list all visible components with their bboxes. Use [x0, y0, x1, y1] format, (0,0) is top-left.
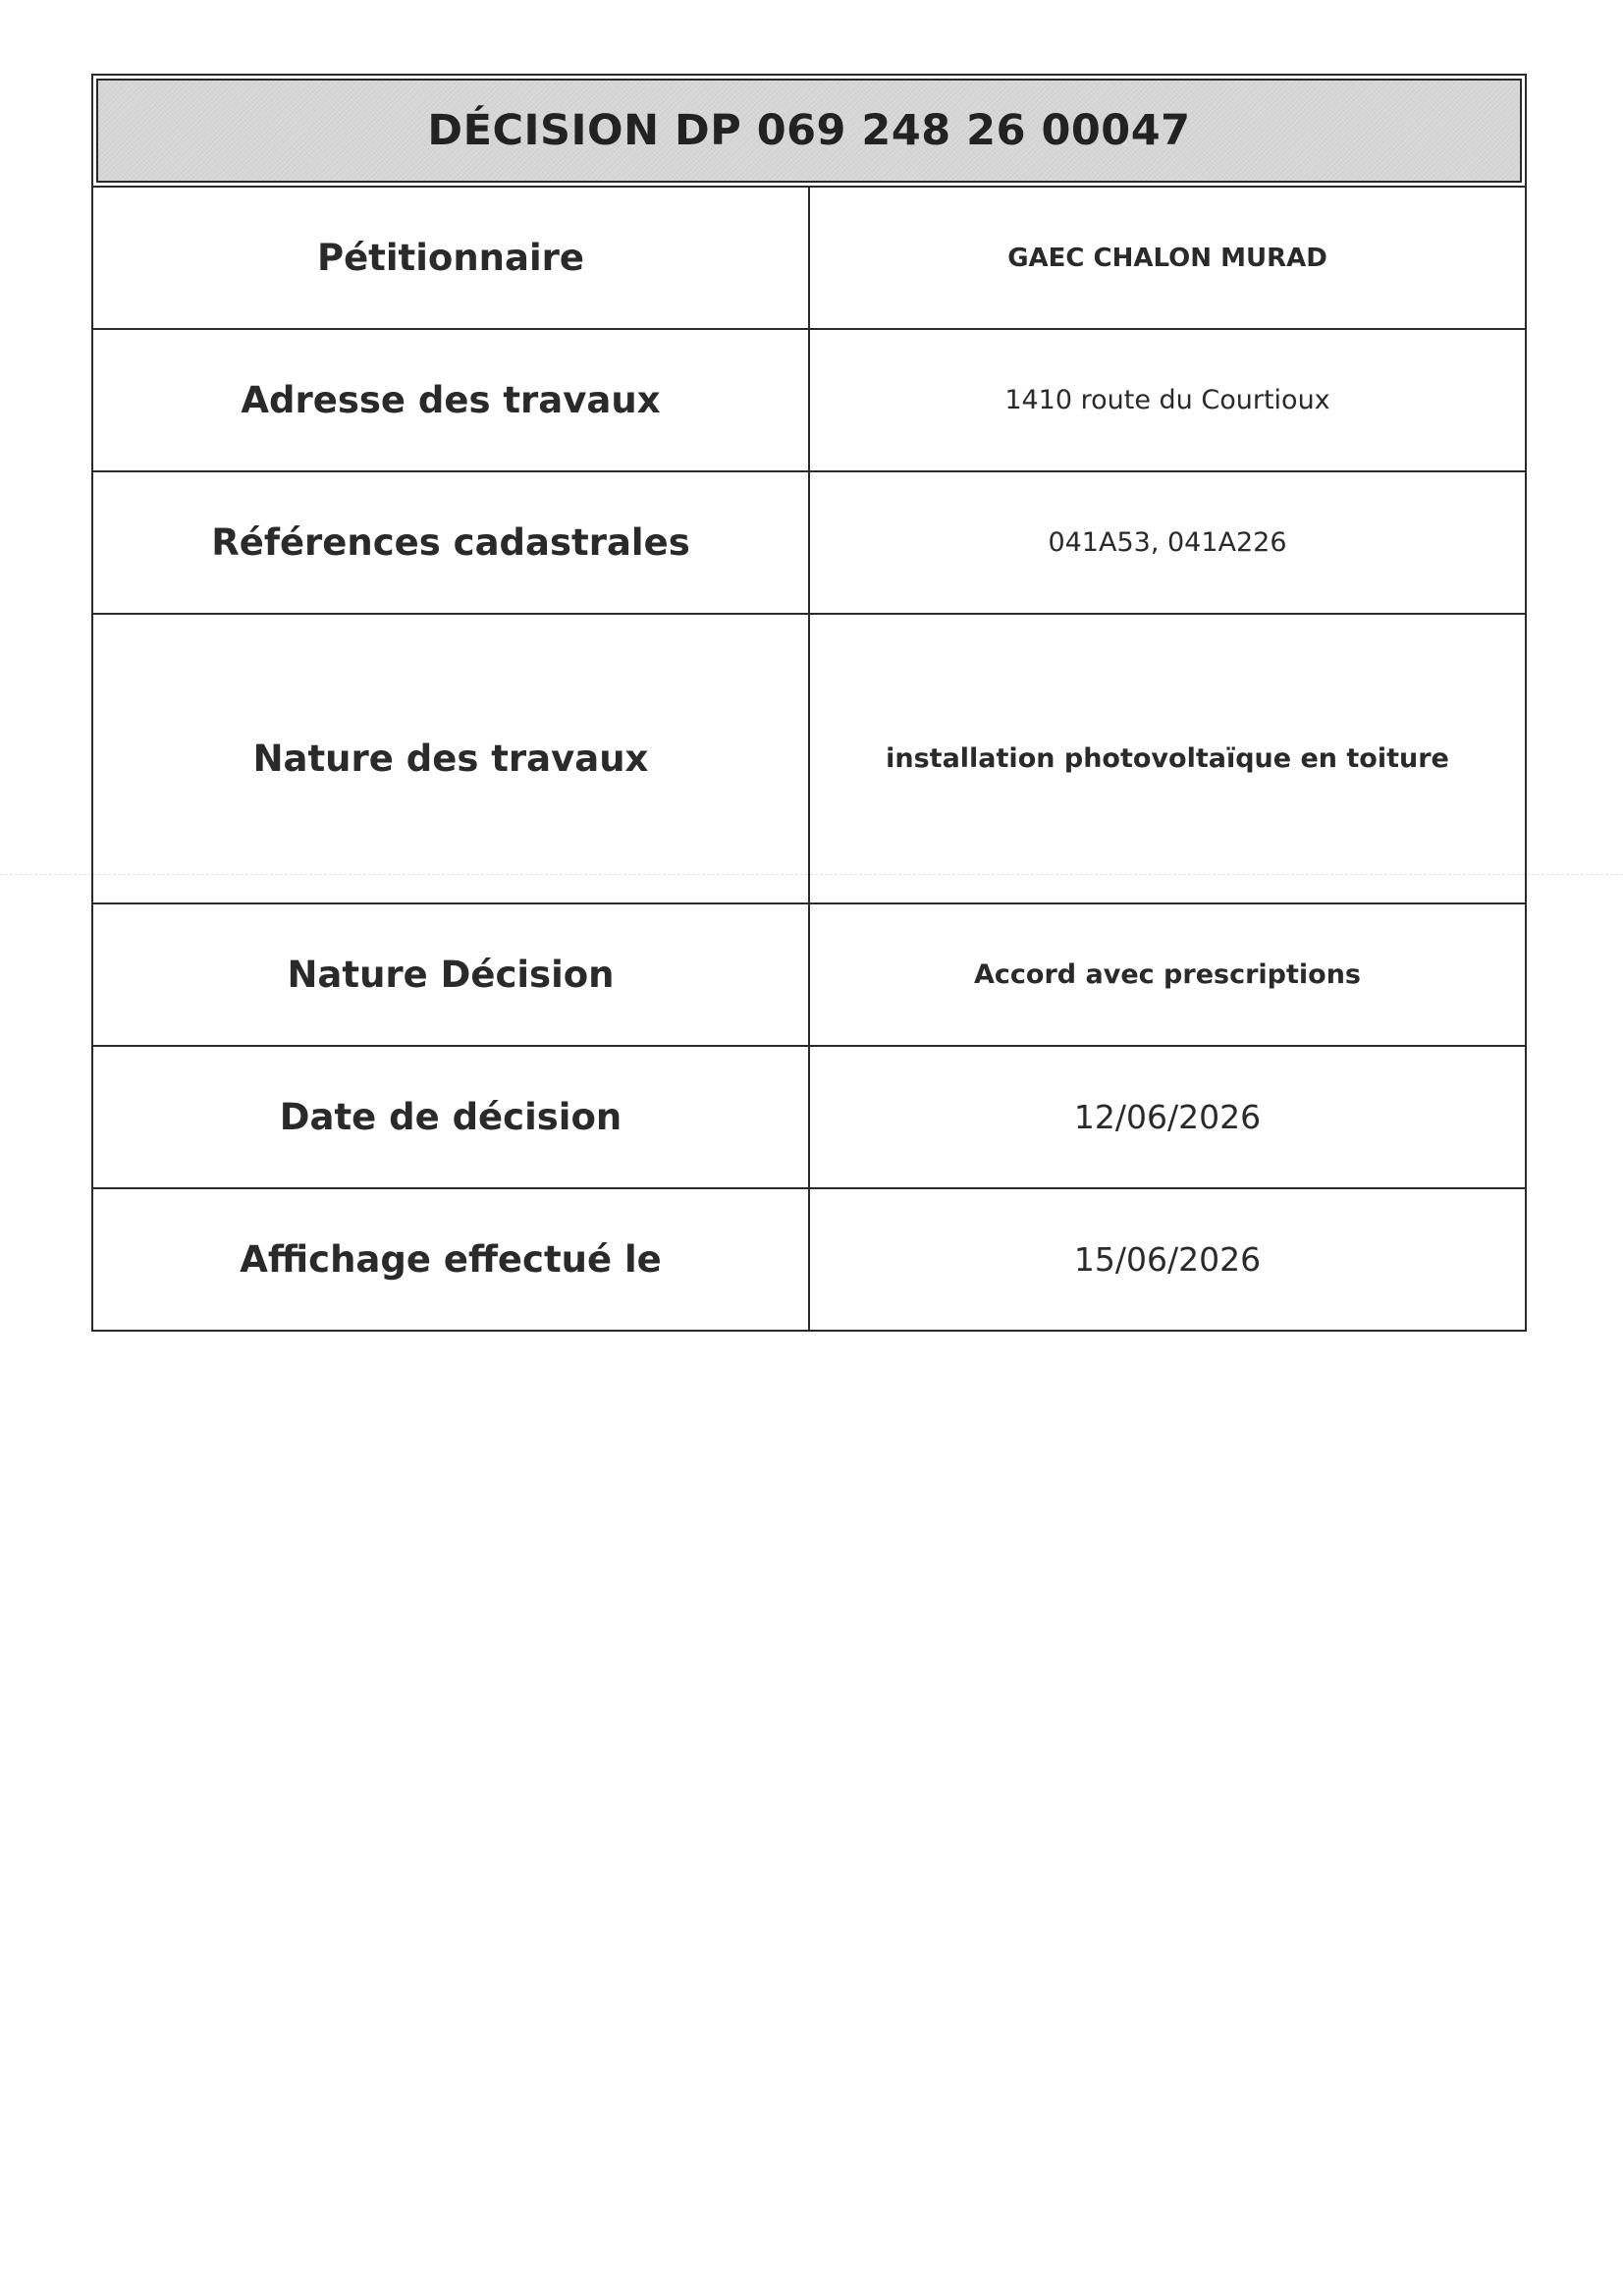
title-cell — [92, 75, 1526, 187]
decision-table — [91, 74, 1527, 1332]
affichage-label: Affichage effectué le — [240, 1238, 662, 1281]
value-cell — [809, 329, 1526, 471]
label-cell — [92, 187, 809, 329]
label-cell — [92, 471, 809, 614]
table-row — [92, 1188, 1526, 1331]
table-row — [92, 614, 1526, 903]
table-row — [92, 1046, 1526, 1188]
nature-decision-label: Nature Décision — [287, 954, 615, 996]
value-cell — [809, 1188, 1526, 1331]
value-cell — [809, 471, 1526, 614]
label-cell — [92, 1046, 809, 1188]
table-row — [92, 187, 1526, 329]
decision-title: DÉCISION DP 069 248 26 00047 — [427, 106, 1191, 155]
value-cell — [809, 903, 1526, 1046]
value-cell — [809, 187, 1526, 329]
date-decision-label: Date de décision — [279, 1096, 622, 1138]
title-row — [92, 75, 1526, 187]
table-row — [92, 471, 1526, 614]
label-cell — [92, 903, 809, 1046]
nature-decision-value: Accord avec prescriptions — [974, 959, 1361, 990]
adresse-value: 1410 route du Courtioux — [1004, 385, 1330, 415]
nature-travaux-value: installation photovoltaïque en toiture — [886, 743, 1449, 774]
references-value: 041A53, 041A226 — [1048, 527, 1287, 558]
table-row — [92, 329, 1526, 471]
value-cell — [809, 614, 1526, 903]
date-decision-value: 12/06/2026 — [1073, 1098, 1262, 1136]
references-label: Références cadastrales — [211, 521, 690, 564]
nature-travaux-label: Nature des travaux — [252, 738, 649, 780]
label-cell — [92, 329, 809, 471]
value-cell — [809, 1046, 1526, 1188]
label-cell — [92, 614, 809, 903]
petitionnaire-value: GAEC CHALON MURAD — [1007, 243, 1327, 273]
affichage-value: 15/06/2026 — [1073, 1240, 1262, 1279]
table-row — [92, 903, 1526, 1046]
label-cell — [92, 1188, 809, 1331]
petitionnaire-label: Pétitionnaire — [316, 237, 585, 279]
adresse-label: Adresse des travaux — [241, 379, 661, 421]
